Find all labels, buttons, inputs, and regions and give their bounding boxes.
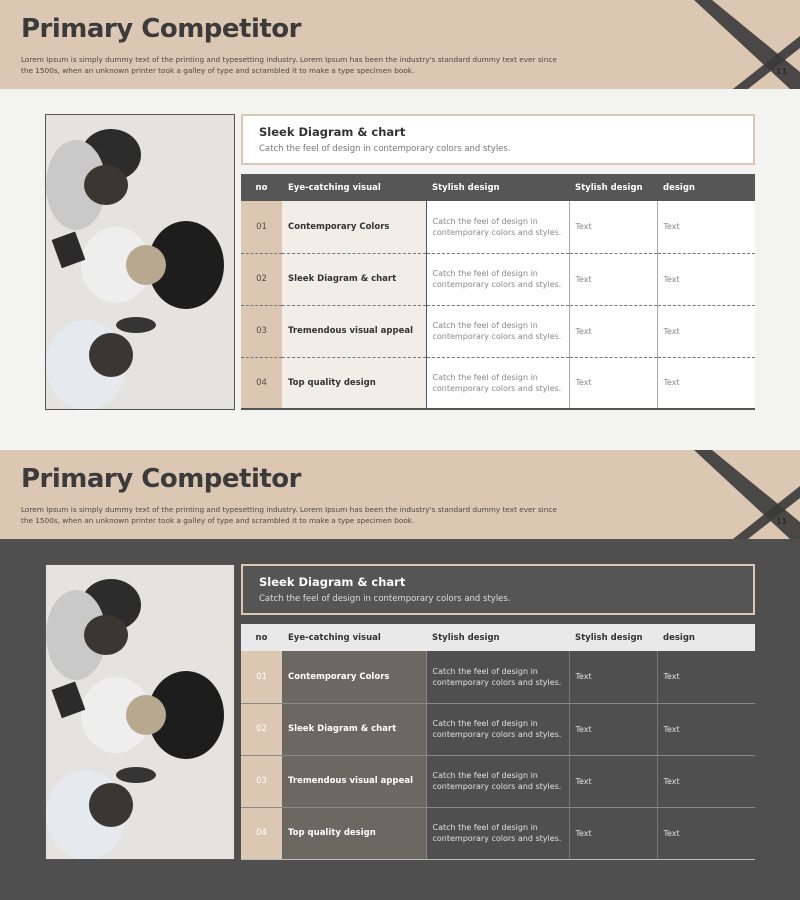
row-text: Text <box>657 703 755 755</box>
row-description: Catch the feel of design in contemporary colors and styles. <box>426 703 569 755</box>
page-number: 11 <box>776 67 788 76</box>
column-header: design <box>657 174 755 201</box>
meeting-photo <box>45 114 235 410</box>
row-description: Catch the feel of design in contemporary colors and styles. <box>426 357 569 409</box>
table-row <box>241 305 755 357</box>
table-row <box>241 755 755 807</box>
table-header-row <box>241 624 755 651</box>
column-header: no <box>241 174 282 201</box>
table-row <box>241 703 755 755</box>
row-name: Contemporary Colors <box>282 651 426 703</box>
column-header: Stylish design <box>426 174 569 201</box>
page-subtitle: Lorem Ipsum is simply dummy text of the printing and typesetting industry. Lorem Ipsum has been the industry's standard dummy text ever since the 1500s, when an unknown printer took a galley of type and scrambled it to make a type specimen book. <box>21 55 557 75</box>
callout-title: Sleek Diagram & chart <box>259 125 406 139</box>
callout-title: Sleek Diagram & chart <box>259 575 406 589</box>
column-header: no <box>241 624 282 651</box>
column-header: Stylish design <box>426 624 569 651</box>
page-number: 11 <box>776 517 788 526</box>
row-name: Contemporary Colors <box>282 201 426 253</box>
row-text: Text <box>657 357 755 409</box>
row-text: Text <box>657 253 755 305</box>
slide-header <box>0 0 800 89</box>
row-text: Text <box>569 651 657 703</box>
row-text: Text <box>569 253 657 305</box>
callout-box <box>241 564 755 615</box>
page-title: Primary Competitor <box>21 14 301 44</box>
table-row <box>241 807 755 859</box>
row-number: 02 <box>241 253 282 305</box>
row-text: Text <box>657 807 755 859</box>
callout-box <box>241 114 755 165</box>
row-name: Sleek Diagram & chart <box>282 253 426 305</box>
row-text: Text <box>657 305 755 357</box>
row-text: Text <box>569 305 657 357</box>
comparison-table <box>241 624 755 860</box>
row-name: Sleek Diagram & chart <box>282 703 426 755</box>
row-description: Catch the feel of design in contemporary colors and styles. <box>426 755 569 807</box>
row-text: Text <box>569 807 657 859</box>
callout-subtitle: Catch the feel of design in contemporary colors and styles. <box>259 144 511 154</box>
table-row <box>241 651 755 703</box>
row-name: Top quality design <box>282 807 426 859</box>
column-header: Stylish design <box>569 624 657 651</box>
callout-subtitle: Catch the feel of design in contemporary colors and styles. <box>259 594 511 604</box>
row-number: 01 <box>241 201 282 253</box>
row-name: Tremendous visual appeal <box>282 305 426 357</box>
page-title: Primary Competitor <box>21 464 301 494</box>
row-number: 04 <box>241 807 282 859</box>
row-text: Text <box>657 651 755 703</box>
row-description: Catch the feel of design in contemporary colors and styles. <box>426 807 569 859</box>
table-header-row <box>241 174 755 201</box>
slide-header <box>0 450 800 539</box>
row-name: Tremendous visual appeal <box>282 755 426 807</box>
row-description: Catch the feel of design in contemporary colors and styles. <box>426 305 569 357</box>
row-text: Text <box>569 357 657 409</box>
comparison-table <box>241 174 755 410</box>
column-header: Stylish design <box>569 174 657 201</box>
row-description: Catch the feel of design in contemporary colors and styles. <box>426 201 569 253</box>
row-description: Catch the feel of design in contemporary colors and styles. <box>426 651 569 703</box>
column-header: Eye-catching visual <box>282 624 426 651</box>
row-text: Text <box>657 201 755 253</box>
column-header: design <box>657 624 755 651</box>
meeting-photo <box>45 564 235 860</box>
table-row <box>241 357 755 409</box>
row-number: 01 <box>241 651 282 703</box>
row-number: 02 <box>241 703 282 755</box>
table-row <box>241 253 755 305</box>
row-number: 04 <box>241 357 282 409</box>
table-row <box>241 201 755 253</box>
row-number: 03 <box>241 755 282 807</box>
row-text: Text <box>657 755 755 807</box>
row-text: Text <box>569 703 657 755</box>
page-subtitle: Lorem Ipsum is simply dummy text of the printing and typesetting industry. Lorem Ipsum has been the industry's standard dummy text ever since the 1500s, when an unknown printer took a galley of type and scrambled it to make a type specimen book. <box>21 505 557 525</box>
row-number: 03 <box>241 305 282 357</box>
row-description: Catch the feel of design in contemporary colors and styles. <box>426 253 569 305</box>
column-header: Eye-catching visual <box>282 174 426 201</box>
slide-dark <box>0 450 800 900</box>
row-text: Text <box>569 755 657 807</box>
row-name: Top quality design <box>282 357 426 409</box>
row-text: Text <box>569 201 657 253</box>
